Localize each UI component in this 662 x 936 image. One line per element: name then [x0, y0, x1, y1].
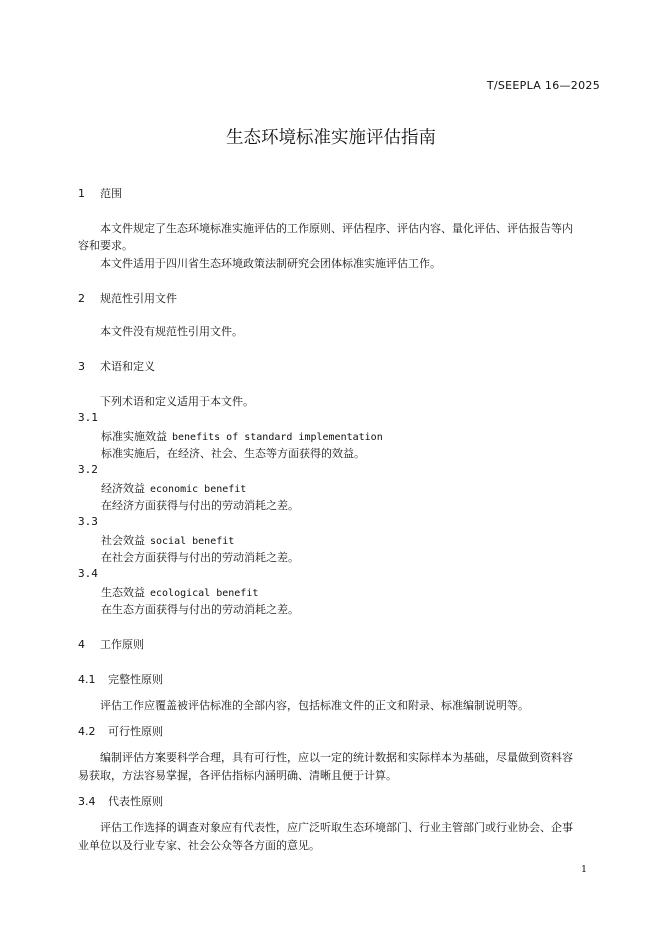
paragraph: 编制评估方案要科学合理，具有可行性，应以一定的统计数据和实际样本为基础，尽量做到资料容	[100, 751, 573, 764]
term-definition: 在经济方面获得与付出的劳动消耗之差。	[101, 499, 299, 512]
term-definition: 在社会方面获得与付出的劳动消耗之差。	[101, 551, 299, 564]
term-definition: 在生态方面获得与付出的劳动消耗之差。	[101, 603, 299, 616]
term-en: social benefit	[150, 536, 235, 547]
section-heading-principles	[78, 636, 144, 652]
paragraph: 本文件没有规范性引用文件。	[100, 325, 243, 338]
term-zh: 生态效益	[101, 586, 145, 599]
subsection-title: 完整性原则	[108, 673, 163, 686]
section-heading-terms	[78, 358, 155, 374]
subsection-heading-completeness	[78, 671, 163, 687]
paragraph-continuation: 容和要求。	[78, 239, 133, 252]
section-number: 3	[78, 360, 85, 373]
section-number: 2	[78, 292, 85, 305]
section-title: 范围	[100, 187, 122, 200]
paragraph-continuation: 易获取，方法容易掌握，各评估指标内涵明确、清晰且便于计算。	[78, 769, 397, 782]
term-en: ecological benefit	[150, 588, 259, 599]
paragraph-continuation: 业单位以及行业专家、社会公众等各方面的意见。	[78, 839, 320, 852]
term-zh: 社会效益	[101, 534, 145, 547]
term-zh: 标准实施效益	[101, 430, 167, 443]
term-number: 3.3	[78, 515, 98, 528]
term-entry	[101, 428, 383, 444]
paragraph: 本文件规定了生态环境标准实施评估的工作原则、评估程序、评估内容、量化评估、评估报告等内	[100, 222, 573, 235]
document-number: T/SEEPLA 16—2025	[486, 79, 600, 92]
paragraph: 本文件适用于四川省生态环境政策法制研究会团体标准实施评估工作。	[100, 257, 441, 270]
paragraph: 下列术语和定义适用于本文件。	[100, 395, 254, 408]
section-number: 1	[78, 187, 85, 200]
term-entry	[101, 532, 234, 548]
subsection-heading-representativeness	[78, 793, 163, 809]
paragraph: 评估工作选择的调查对象应有代表性，应广泛听取生态环境部门、行业主管部门或行业协会、企事	[100, 821, 573, 834]
term-definition: 标准实施后，在经济、社会、生态等方面获得的效益。	[101, 447, 365, 460]
section-title: 工作原则	[100, 638, 144, 651]
term-zh: 经济效益	[101, 482, 145, 495]
paragraph: 评估工作应覆盖被评估标准的全部内容，包括标准文件的正文和附录、标准编制说明等。	[100, 699, 529, 712]
term-number: 3.1	[78, 411, 98, 424]
subsection-heading-feasibility	[78, 723, 163, 739]
section-title: 术语和定义	[100, 360, 155, 373]
subsection-title: 代表性原则	[108, 795, 163, 808]
section-heading-scope	[78, 185, 122, 201]
subsection-title: 可行性原则	[108, 725, 163, 738]
term-entry	[101, 584, 258, 600]
page-title: 生态环境标准实施评估指南	[226, 128, 436, 148]
section-heading-normative-references	[78, 290, 177, 306]
term-en: benefits of standard implementation	[172, 432, 383, 443]
subsection-number: 3.4	[78, 795, 96, 808]
subsection-number: 4.1	[78, 673, 96, 686]
term-en: economic benefit	[150, 484, 247, 495]
section-title: 规范性引用文件	[100, 292, 177, 305]
page-number: 1	[581, 864, 588, 875]
term-number: 3.2	[78, 463, 98, 476]
term-entry	[101, 480, 246, 496]
subsection-number: 4.2	[78, 725, 96, 738]
term-number: 3.4	[78, 567, 98, 580]
section-number: 4	[78, 638, 85, 651]
